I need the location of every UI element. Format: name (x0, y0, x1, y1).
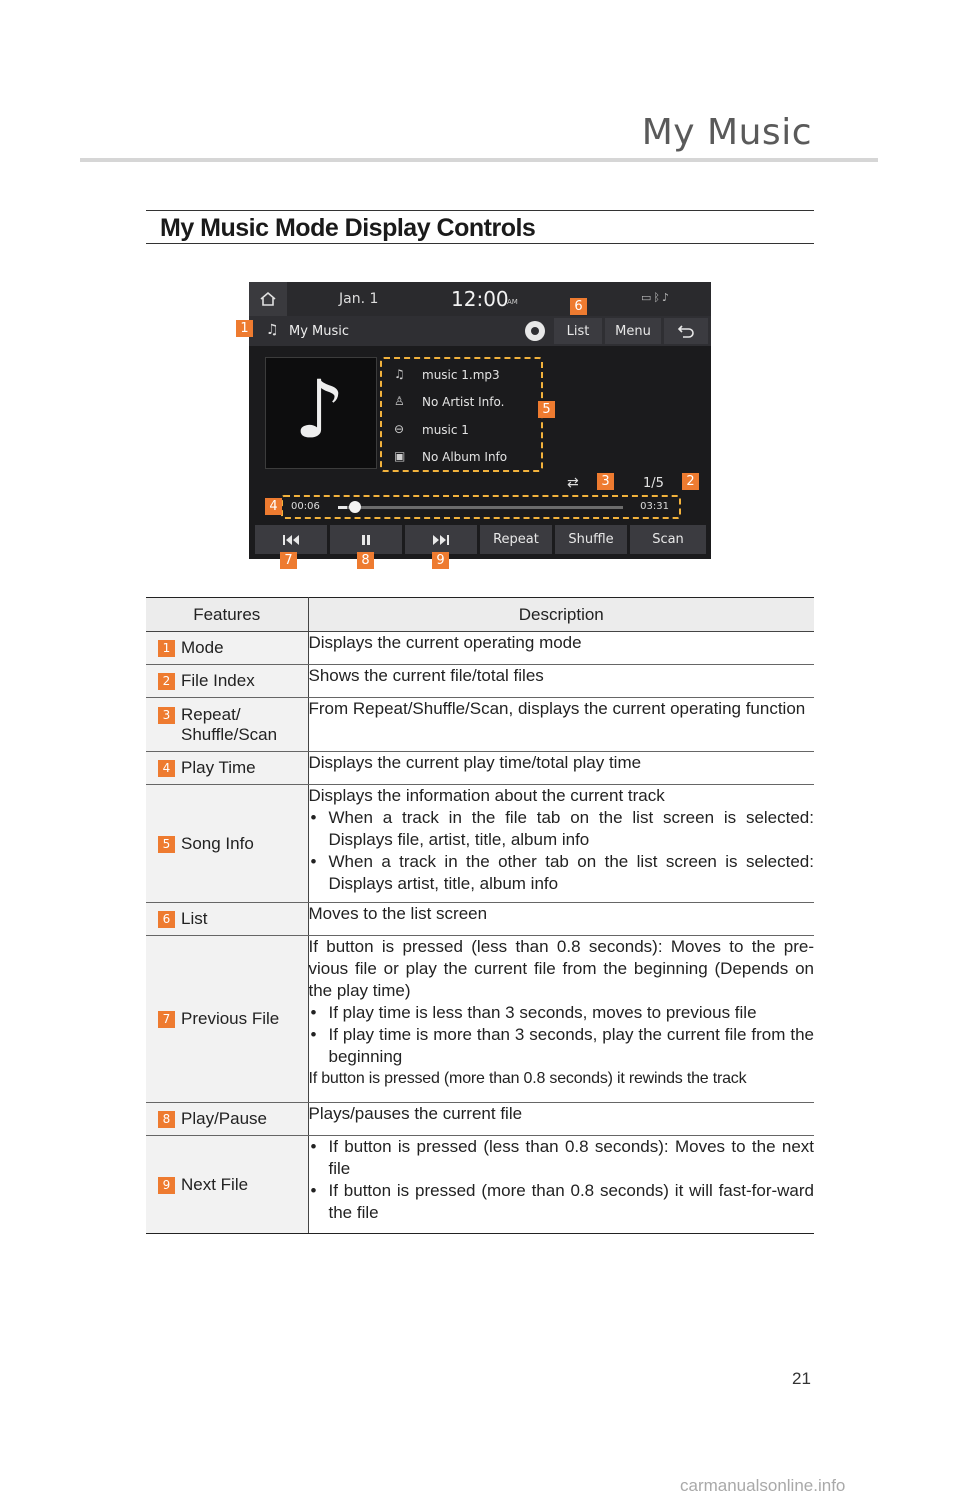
description-cell (308, 1103, 814, 1136)
pause-icon (361, 535, 371, 545)
callout-9: 9 (432, 552, 449, 569)
table-row (146, 698, 814, 752)
feature-name: Repeat/ Shuffle/Scan (181, 704, 278, 744)
list-item: • If play time is more than 3 seconds, play the current file from the beginning (309, 1024, 815, 1068)
title-icon: ⊖ (394, 422, 405, 436)
home-button[interactable] (249, 282, 287, 316)
list-item: • If button is pressed (less than 0.8 seconds): Moves to the next file (309, 1136, 815, 1180)
table-row (146, 752, 814, 785)
feature-name: Mode (181, 638, 224, 657)
callout-4: 4 (265, 498, 282, 515)
home-icon (259, 291, 277, 307)
scan-button[interactable]: Scan (630, 525, 706, 554)
menu-button[interactable]: Menu (605, 318, 661, 344)
music-mode-icon: ♫ (266, 322, 279, 338)
song-info-artist: ♙ No Artist Info. (394, 394, 505, 409)
table-header-row (146, 598, 814, 632)
progress-track[interactable] (338, 506, 623, 509)
back-icon (677, 324, 695, 338)
feature-number-badge: 7 (158, 1011, 175, 1028)
time-total: 03:31 (640, 501, 669, 512)
feature-cell (146, 936, 308, 1103)
repeat-status-icon: ⇄ (567, 475, 579, 491)
feature-cell (146, 752, 308, 785)
description-cell (308, 1136, 814, 1234)
source-button[interactable] (525, 321, 545, 341)
music-screen-illustration (249, 282, 711, 559)
song-info-file: ♫ music 1.mp3 (394, 367, 500, 382)
feature-number-badge: 8 (158, 1111, 175, 1128)
status-ampm: AM (507, 298, 518, 306)
description-bullets (309, 807, 815, 895)
feature-name: Previous File (181, 1009, 280, 1028)
previous-icon (282, 535, 300, 545)
feature-cell (146, 785, 308, 903)
description-cell (308, 903, 814, 936)
feature-number-badge: 2 (158, 673, 175, 690)
description-cell (308, 632, 814, 665)
feature-cell (146, 1136, 308, 1234)
description-text: Displays the information about the current track (308, 786, 665, 805)
features-table (146, 597, 814, 1234)
play-pause-button[interactable] (330, 525, 402, 554)
callout-5: 5 (538, 401, 555, 418)
table-row (146, 936, 814, 1103)
artist-icon: ♙ (394, 394, 405, 408)
progress-fill (338, 506, 347, 509)
callout-1: 1 (236, 320, 253, 337)
song-info-album: ▣ No Album Info (394, 449, 508, 464)
table-row (146, 785, 814, 903)
description-text: If button is pressed (less than 0.8 seconds): Moves to the pre-vious file or play the current file from the beginning (Depends on the play time) (308, 937, 814, 1000)
feature-name: Next File (181, 1174, 249, 1194)
progress-knob[interactable] (349, 501, 361, 513)
storage-icon: ▭ (641, 291, 654, 304)
feature-name: Play/Pause (181, 1109, 267, 1128)
description-cell (308, 665, 814, 698)
status-time: 12:00 (451, 287, 509, 311)
song-info-title: ⊖ music 1 (394, 422, 469, 437)
feature-name: Song Info (181, 833, 254, 853)
file-music-icon: ♫ (394, 367, 405, 381)
status-icons (641, 291, 671, 304)
sound-icon: ♪ (662, 291, 672, 304)
list-item: • If play time is less than 3 seconds, moves to previous file (309, 1002, 815, 1024)
album-icon: ▣ (394, 449, 406, 463)
previous-button[interactable] (255, 525, 327, 554)
status-date: Jan. 1 (339, 291, 379, 307)
description-text: Displays the current operating mode (308, 633, 582, 652)
description-cell (308, 752, 814, 785)
description-text: From Repeat/Shuffle/Scan, displays the current operating function (308, 699, 806, 718)
feature-name: Play Time (181, 758, 256, 777)
watermark: carmanualsonline.info (680, 1476, 846, 1495)
bluetooth-icon: ᛒ (653, 291, 663, 304)
play-time-bar (281, 495, 681, 519)
feature-cell (146, 1103, 308, 1136)
file-index: 1/5 (643, 476, 664, 491)
feature-name: List (181, 909, 208, 928)
description-text: Moves to the list screen (308, 904, 488, 923)
callout-8: 8 (357, 552, 374, 569)
shuffle-button[interactable]: Shuffle (555, 525, 627, 554)
album-art (265, 357, 377, 469)
feature-cell (146, 903, 308, 936)
next-button[interactable] (405, 525, 477, 554)
time-current: 00:06 (291, 501, 320, 512)
table-row (146, 665, 814, 698)
description-text: Plays/pauses the current file (308, 1104, 523, 1123)
list-item: • If button is pressed (more than 0.8 seconds) it will fast-for-ward the file (309, 1180, 815, 1224)
header-description: Description (308, 598, 814, 632)
description-text: Displays the current play time/total play time (308, 753, 642, 772)
feature-name: File Index (181, 671, 255, 690)
callout-2: 2 (682, 473, 699, 490)
callout-7: 7 (280, 552, 297, 569)
callout-3: 3 (597, 473, 614, 490)
mode-label: My Music (289, 324, 350, 339)
table-row (146, 632, 814, 665)
chapter-title: My Music (641, 112, 812, 153)
chapter-divider (80, 158, 878, 162)
description-text: Shows the current file/total files (308, 666, 544, 685)
feature-number-badge: 6 (158, 911, 175, 928)
section-title: My Music Mode Display Controls (160, 214, 536, 242)
description-cell (308, 785, 814, 903)
description-cell (308, 936, 814, 1103)
next-icon (432, 535, 450, 545)
description-bullets (309, 1002, 815, 1068)
description-text-after: If button is pressed (more than 0.8 seconds) it rewinds the track (308, 1070, 747, 1087)
feature-number-badge: 3 (158, 707, 175, 724)
list-item: • When a track in the other tab on the list screen is selected: Displays artist, title, album info (309, 851, 815, 895)
list-item: • When a track in the file tab on the list screen is selected: Displays file, artist, title, album info (309, 807, 815, 851)
feature-cell (146, 698, 308, 752)
description-cell (308, 698, 814, 752)
page-number: 21 (792, 1369, 811, 1388)
feature-cell (146, 665, 308, 698)
back-button[interactable] (664, 318, 708, 344)
feature-number-badge: 9 (158, 1177, 175, 1194)
table-row (146, 1103, 814, 1136)
song-info-box (380, 357, 543, 472)
feature-number-badge: 1 (158, 640, 175, 657)
callout-6: 6 (570, 298, 587, 315)
status-bar (249, 282, 711, 316)
table-row (146, 1136, 814, 1234)
feature-number-badge: 4 (158, 760, 175, 777)
source-icon (531, 327, 539, 335)
mode-bar (249, 316, 711, 346)
table-row (146, 903, 814, 936)
header-features: Features (146, 598, 308, 632)
section-header (146, 210, 814, 244)
feature-cell (146, 632, 308, 665)
list-button[interactable]: List (554, 318, 602, 344)
description-bullets (309, 1136, 815, 1224)
repeat-button[interactable]: Repeat (480, 525, 552, 554)
music-note-icon: ♪ (294, 363, 346, 456)
feature-number-badge: 5 (158, 836, 175, 853)
